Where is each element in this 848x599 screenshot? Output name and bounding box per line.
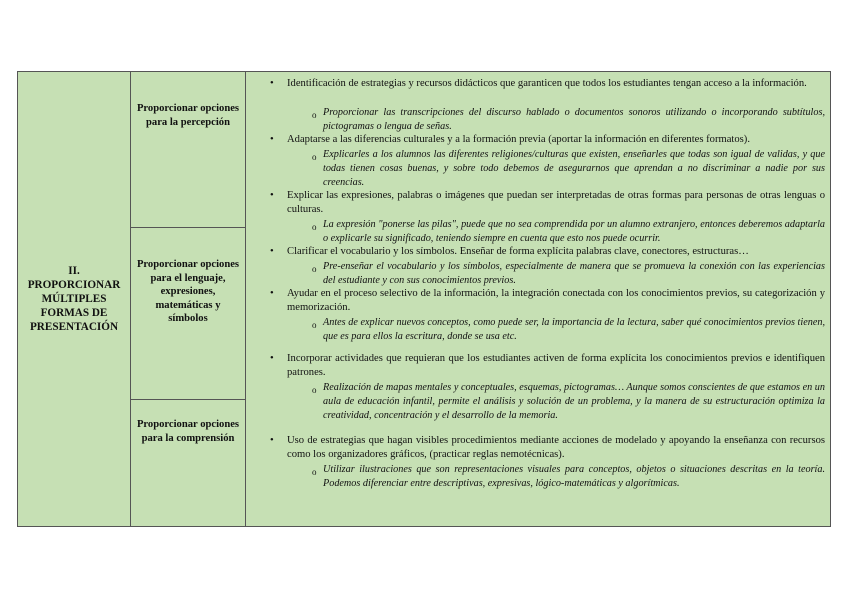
sub-bullet-icon: o	[312, 264, 317, 274]
bullet-icon: •	[270, 353, 274, 364]
sub-bullet-icon: o	[312, 320, 317, 330]
main-category-cell	[18, 72, 131, 526]
bullet-icon: •	[270, 78, 274, 89]
item-subtext: Utilizar ilustraciones que son representaciones visuales para conceptos, objetos o situaciones descritas en la teoría. Podemos diferenciar entre descriptivas, expresivas, lógico-matemáticas y algorítmicas.	[323, 464, 825, 489]
bullet-icon: •	[270, 435, 274, 446]
item-subtext: Pre-enseñar el vocabulario y los símbolos, especialmente de manera que se promueva la conexión con las experiencias del estudiante y con sus conocimientos previos.	[323, 261, 825, 286]
item-text: Identificación de estrategias y recursos didácticos que garanticen que todos los estudiantes tengan acceso a la información.	[287, 78, 807, 89]
item-text: Clarificar el vocabulario y los símbolos. Enseñar de forma explícita palabras clave, conectores, estructuras…	[287, 246, 749, 257]
bullet-icon: •	[270, 288, 274, 299]
item-text: Uso de estrategias que hagan visibles procedimientos mediante acciones de modelado y apoyando la enseñanza con recursos como los organizadores gráficos, (practicar reglas nemotécnicas).	[287, 435, 825, 460]
item-text: Adaptarse a las diferencias culturales y a la formación previa (aportar la información en diferentes formatos).	[287, 134, 750, 145]
bullet-icon: •	[270, 190, 274, 201]
item-text: Explicar las expresiones, palabras o imágenes que puedan ser interpretadas de otras formas para personas de otras lenguas o culturas.	[287, 190, 825, 215]
bullet-icon: •	[270, 134, 274, 145]
sub-bullet-icon: o	[312, 152, 317, 162]
item-subtext: Antes de explicar nuevos conceptos, como puede ser, la importancia de la lectura, saber qué conocimientos previos tienen, que es para ellos la escritura, donde se usa etc.	[323, 317, 825, 342]
item-subtext: La expresión "ponerse las pilas", puede que no sea comprendida por un alumno extranjero, entonces deberemos adaptarla o explicarle su significado, teniendo siempre en cuenta que esto nos puede ocurrir.	[323, 219, 825, 244]
items-column	[246, 72, 830, 526]
bullet-icon: •	[270, 246, 274, 257]
content-table	[17, 71, 831, 527]
subcategory-language: Proporcionar opciones para el lenguaje, expresiones, matemáticas y símbolos	[131, 228, 245, 400]
item-subtext: Explicarles a los alumnos las diferentes religiones/culturas que existen, enseñarles que todas son igual de validas, y que todas tienen cosas buenas, y sobre todo debemos de asegurarnos que aprendan a no discriminar a nadie por sus creencias.	[323, 149, 825, 188]
item-subtext: Proporcionar las transcripciones del discurso hablado o documentos sonoros utilizando o incorporando subtítulos, pictogramas o lengua de señas.	[323, 107, 825, 132]
subcategory-column	[131, 72, 246, 526]
sub-bullet-icon: o	[312, 467, 317, 477]
item-subtext: Realización de mapas mentales y conceptuales, esquemas, pictogramas… Aunque somos conscientes de que estamos en un aula de educación infantil, permite el análisis y solución de un problema, y la manera de su estructuración optimiza la creatividad, concentración y el desarrollo de la memoria.	[323, 382, 825, 421]
sub-bullet-icon: o	[312, 110, 317, 120]
sub-bullet-icon: o	[312, 385, 317, 395]
item-text: Ayudar en el proceso selectivo de la información, la integración conectada con los conocimientos previos, su categorización y memorización.	[287, 288, 825, 313]
subcategory-comprehension: Proporcionar opciones para la comprensión	[136, 419, 240, 444]
main-category-title: II. PROPORCIONAR MÚLTIPLES FORMAS DE PRESENTACIÓN	[27, 265, 121, 333]
item-text: Incorporar actividades que requieran que los estudiantes activen de forma explícita los conocimientos previos e identifiquen patrones.	[287, 353, 825, 378]
sub-bullet-icon: o	[312, 222, 317, 232]
subcategory-perception: Proporcionar opciones para la percepción	[131, 72, 245, 228]
